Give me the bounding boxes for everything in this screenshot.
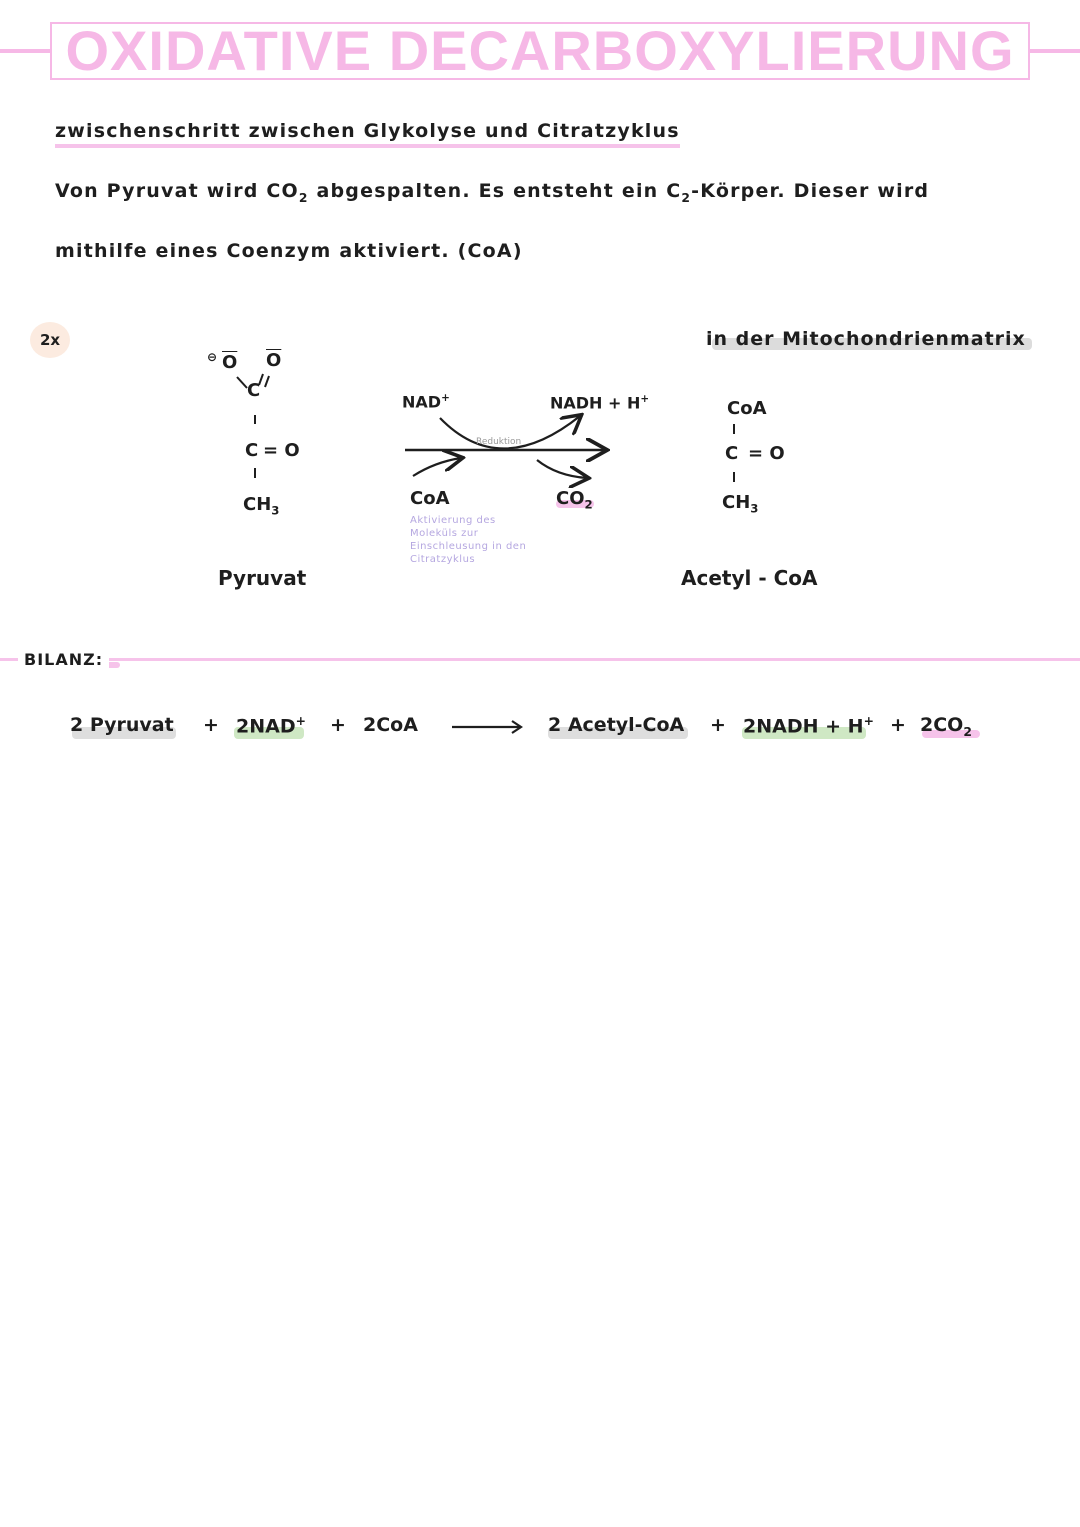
title-rule-left — [0, 49, 52, 53]
bilanz-arrow — [450, 718, 526, 736]
activation-note: Aktivierung des Moleküls zur Einschleusung in den Citratzyklus — [410, 515, 527, 565]
co2-text: CO — [556, 488, 585, 509]
bilanz-acetyl-coa: 2 Acetyl-CoA — [548, 714, 685, 736]
nadh-sup: + — [640, 393, 650, 405]
bilanz-nadh — [743, 714, 874, 737]
bilanz-co2 — [920, 714, 972, 739]
co2-sub: 2 — [584, 497, 593, 512]
bilanz-plus-2: + — [330, 714, 346, 736]
bilanz-plus-4: + — [890, 714, 906, 736]
bilanz-pyruvat: 2 Pyruvat — [70, 714, 174, 736]
acetyl-ch3-text: CH — [722, 492, 751, 513]
bilanz-nad-sup: + — [295, 714, 306, 728]
acetyl-coa-group: CoA — [727, 398, 767, 419]
bilanz-plus-1: + — [203, 714, 219, 736]
acetyl-coa-name: Acetyl - CoA — [681, 566, 818, 590]
nad-sup: + — [441, 392, 450, 404]
intro-text: abgespalten. Es entsteht ein C — [308, 180, 682, 202]
pyruvat-c-top: C — [247, 380, 261, 401]
reduktion-label: Reduktion — [476, 437, 522, 447]
title-box — [50, 19, 1030, 82]
pyruvat-o-left: $\overline{O}$ — [222, 352, 238, 373]
intro-text: -Körper. Dieser wird — [691, 180, 930, 202]
pyruvat-ch3-text: CH — [243, 494, 272, 515]
bilanz-rule — [0, 658, 1080, 661]
co2-product-label — [556, 488, 593, 512]
multiplier-badge — [30, 322, 70, 358]
pyruvat-ch3 — [243, 494, 279, 518]
bilanz-nad-text: 2NAD — [236, 715, 296, 738]
intro-heading: zwischenschritt zwischen Glykolyse und Citratzyklus — [55, 120, 680, 148]
bilanz-label: BILANZ: — [18, 648, 109, 671]
bilanz-plus-3: + — [710, 714, 726, 736]
acetyl-ch3-sub: 3 — [750, 501, 759, 516]
pyruvat-name: Pyruvat — [218, 566, 307, 590]
acetyl-ketone-o: = O — [748, 443, 785, 464]
intro-text: Von Pyruvat wird CO — [55, 180, 299, 202]
reaction-arrows — [395, 400, 625, 500]
intro-sentence-1 — [55, 180, 1035, 205]
intro-sub: 2 — [681, 190, 692, 205]
pyruvat-c-mid: C — [245, 440, 259, 461]
bilanz-co2-sub: 2 — [963, 724, 972, 739]
pyruvat-ketone-o: = O — [263, 440, 300, 461]
nad-text: NAD — [402, 392, 442, 412]
pyruvat-ch3-sub: 3 — [271, 503, 280, 518]
page-title: OXIDATIVE DECARBOXYLIERUNG — [65, 19, 1015, 82]
coa-reactant-label: CoA — [410, 488, 450, 509]
bilanz-nad — [236, 714, 306, 737]
intro-sub: 2 — [298, 190, 309, 205]
intro-heading-wrap — [55, 120, 680, 142]
nadh-label — [550, 393, 649, 412]
acetyl-c-mid: C — [725, 443, 739, 464]
pyruvat-minus-charge: ⊖ — [207, 350, 218, 364]
pyruvat-o-right: $\overline{O}$ — [266, 350, 282, 371]
intro-sentence-2: mithilfe eines Coenzym aktiviert. (CoA) — [55, 240, 523, 262]
title-rule-right — [1028, 49, 1080, 53]
bilanz-co2-text: 2CO — [920, 714, 964, 736]
bilanz-coa: 2CoA — [363, 714, 418, 736]
nadh-text: NADH + H — [550, 393, 641, 413]
bilanz-nadh-text: 2NADH + H — [743, 715, 864, 738]
location-label: in der Mitochondrienmatrix — [706, 328, 1026, 350]
bilanz-nadh-sup: + — [863, 714, 874, 728]
pyruvat-lower-bond — [250, 466, 260, 486]
acetyl-ch3 — [722, 492, 758, 516]
multiplier-text: 2x — [39, 331, 61, 349]
nad-label — [402, 392, 450, 411]
